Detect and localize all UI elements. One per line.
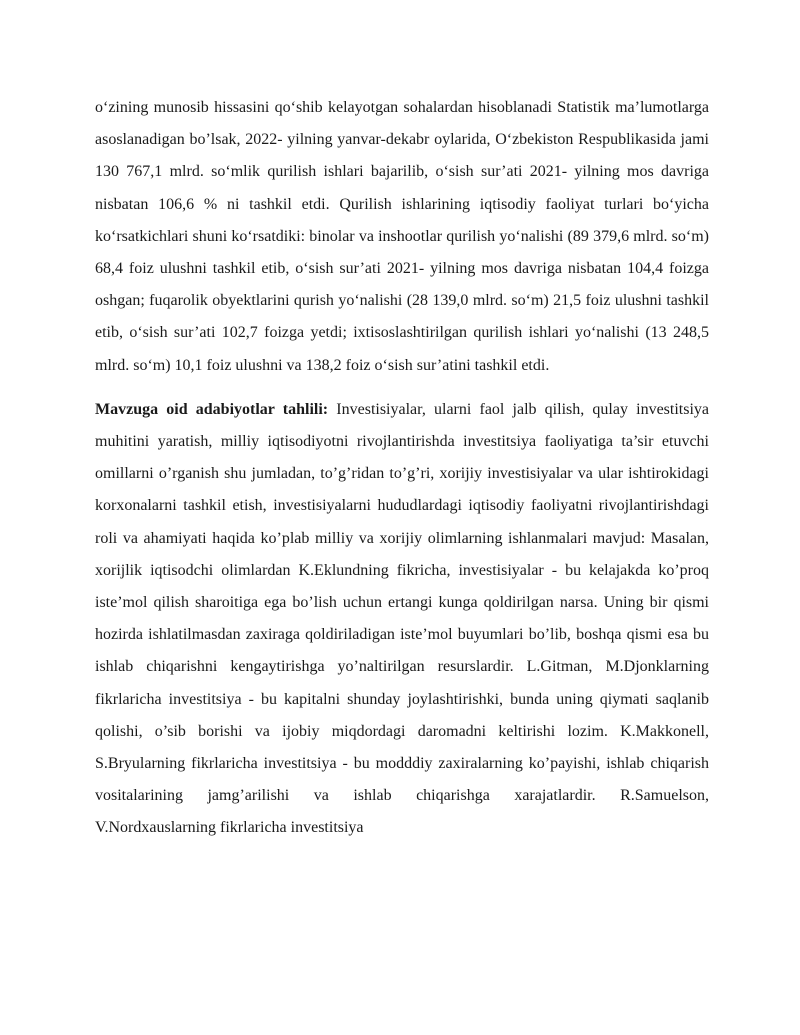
- paragraph-construction-statistics: o‘zining munosib hissasini qo‘shib kelayotgan sohalardan hisoblanadi Statistik ma’lumotlarga asoslanadigan bo’lsak, 2022- yilning yanvar-dekabr oylarida, O‘zbekiston Respublikasida jami 130 767,1 mlrd. so‘mlik qurilish ishlari bajarilib, o‘sish sur’ati 2021- yilning mos davriga nisbatan 106,6 % ni tashkil etdi. Qurilish ishlarining iqtisodiy faoliyat turlari bo‘yicha ko‘rsatkichlari shuni ko‘rsatdiki: binolar va inshootlar qurilish yo‘nalishi (89 379,6 mlrd. so‘m) 68,4 foiz ulushni tashkil etib, o‘sish sur’ati 2021- yilning mos davriga nisbatan 104,4 foizga oshgan; fuqarolik obyektlarini qurish yo‘nalishi (28 139,0 mlrd. so‘m) 21,5 foiz ulushni tashkil etib, o‘sish sur’ati 102,7 foizga yetdi; ixtisoslashtirilgan qurilish ishlari yo‘nalishi (13 248,5 mlrd. so‘m) 10,1 foiz ulushni va 138,2 foiz o‘sish sur’atini tashkil etdi.: [95, 99, 709, 374]
- paragraph-literature-review: [95, 394, 709, 845]
- literature-review-text: Investisiyalar, ularni faol jalb qilish, qulay investitsiya muhitini yaratish, milliy iqtisodiyotni rivojlantirishda investitsiya faoliyatiga ta’sir etuvchi omillarni o’rganish shu jumladan, to’g’ridan to’g’ri, xorijiy investisiyalar va ular ishtirokidagi korxonalarni tashkil etish, investisiyalarni hududlardagi iqtisodiy faoliyatni rivojlantirishdagi roli va ahamiyati haqida ko’plab milliy va xorijiy olimlarning ishlanmalari mavjud: Masalan, xorijlik iqtisodchi olimlardan K.Eklundning fikricha, investisiyalar - bu kelajakda ko’proq iste’mol qilish sharoitiga ega bo’lish uchun ertangi kunga qoldirilgan narsa. Uning bir qismi hozirda ishlatilmasdan zaxiraga qoldiriladigan iste’mol buyumlari bo’lib, boshqa qismi esa bu ishlab chiqarishni kengaytirishga yo’naltirilgan resurslardir. L.Gitman, M.Djonklarning fikrlaricha investitsiya - bu kapitalni shunday joylashtirishki, bunda uning qiymati saqlanib qolishi, o’sib borishi va ijobiy miqdordagi daromadni keltirishi lozim. K.Makkonell, S.Bryularning fikrlaricha investitsiya - bu modddiy zaxiralarning ko’payishi, ishlab chiqarish vositalarining jamg’arilishi va ishlab chiqarishga xarajatlardir. R.Samuelson, V.Nordxauslarning fikrlaricha investitsiya: [95, 400, 710, 837]
- section-heading-literature-review: Mavzuga oid adabiyotlar tahlili:: [95, 400, 329, 418]
- document-page: [95, 92, 709, 845]
